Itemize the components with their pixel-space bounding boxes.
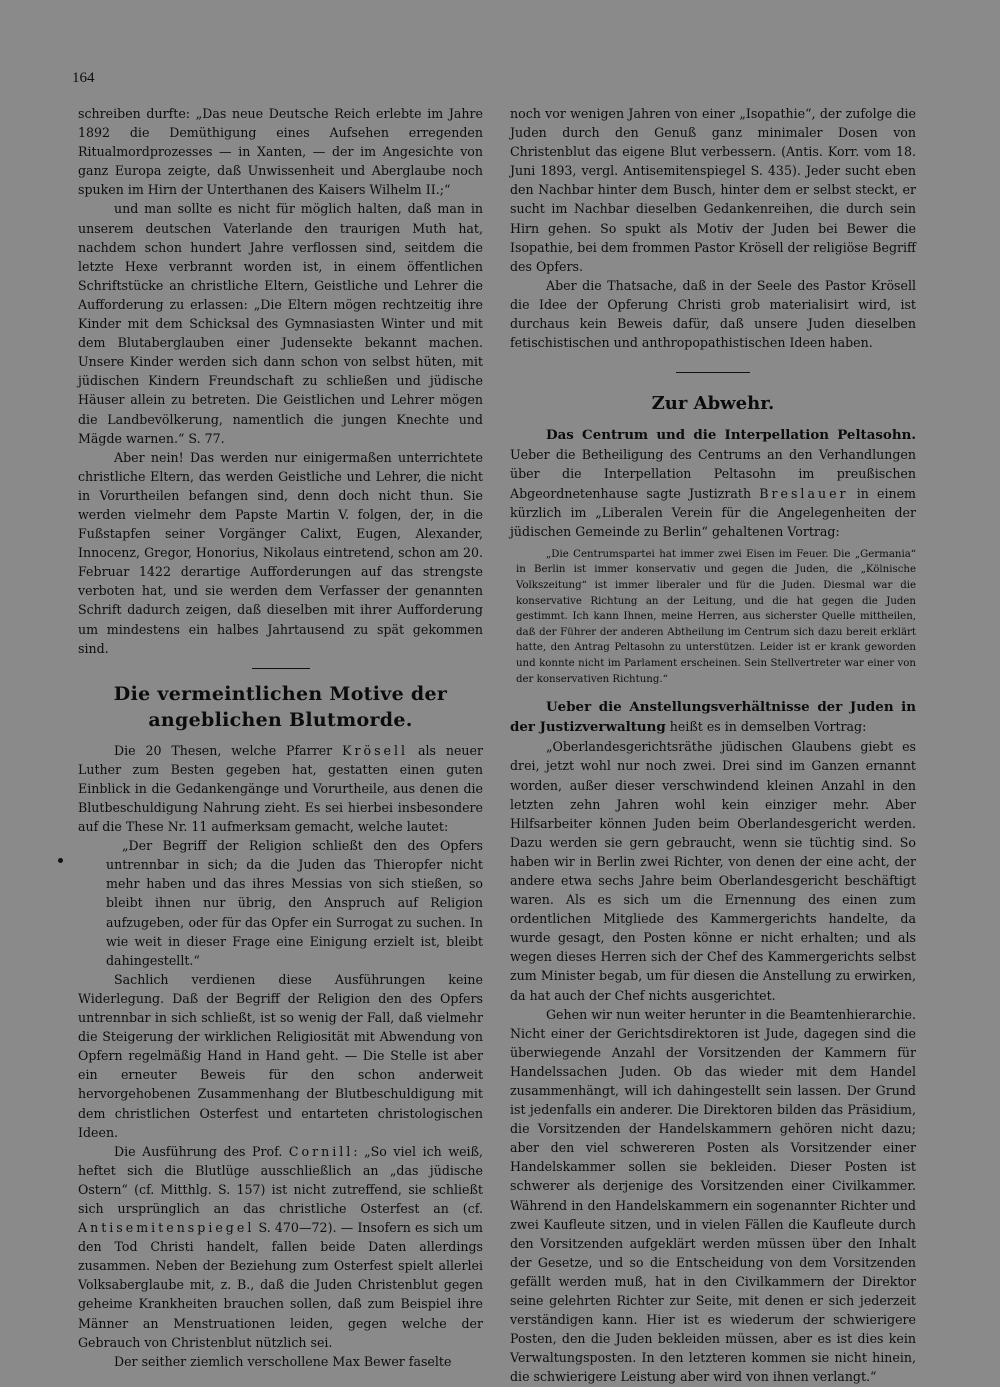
ref-antisemitenspiegel: Antisemitenspiegel — [78, 1220, 255, 1236]
name-breslauer: Breslauer — [759, 485, 849, 501]
left-paragraph-5: Sachlich verdienen diese Ausführungen keine Widerlegung. Daß der Begriff der Religion den des Opfers untrennbar in sich schließt, ist so wenig der Fall, daß vielmehr die Steigerung der wirklichen Religiosität mit Abwendung von Opfern regelmäßig Hand in Hand geht. — Die Stelle ist aber ein erneuter Beweis für den schon anderweit hervorgehobenen Zusammenhang der Blutbeschuldigung mit dem christlichen Osterfest und entarteten christologischen Ideen. — [78, 971, 483, 1140]
run-in-heading-centrum: Das Centrum und die Interpellation Peltasohn. — [546, 427, 916, 444]
left-paragraph-3: Aber nein! Das werden nur einigermaßen unterrichtete christliche Eltern, das werden Geistliche und Lehrer, die nicht in Vorurtheilen befangen sind, denn doch nicht thun. Sie werden vielmehr dem Papste Martin V. folgen, der, in die Fußstapfen seiner Vorgänger Calixt, Eugen, Alexander, Innocenz, Gregor, Honorius, Nikolaus eintretend, schon am 20. Februar 1422 derartige Aufforderungen auf das strengste verboten hat, und sie werden dem Verfasser der genannten Schrift dadurch zeigen, daß dieselben mit ihrer Aufforderung um mindestens ein halbes Jahrtausend zu spät gekommen sind. — [78, 449, 483, 656]
right-paragraph-1: noch vor wenigen Jahren von einer „Isopathie“, der zufolge die Juden durch den Genuß ganz minimaler Dosen von Christenblut das eigene Blut verbessern. (Antis. Korr. vom 18. Juni 1893, vergl. Antisemitenspiegel S. 435). Jeder sucht eben den Nachbar hinter dem Busch, hinter dem er selbst steckt, er sucht im Nachbar dieselben Gedankenreihen, die durch sein Hirn gehen. So spukt als Motiv der Juden bei Bewer die Isopathie, bei dem frommen Pastor Krösell der religiöse Begriff des Opfers. — [510, 106, 916, 274]
left-column — [78, 104, 483, 1371]
right-paragraph-4: „Oberlandesgerichtsräthe jüdischen Glaubens giebt es drei, jetzt wohl nur noch zwei. Drei sind im Ganzen ernannt worden, außer dieser verschwindend kleinen Anzahl in den letzten zehn Jahren wohl kein einziger mehr. Aber Hilfsarbeiter können Juden beim Oberlandesgericht werden. Dazu werden sie gern gebraucht, wenn sie tüchtig sind. So haben wir in Berlin zwei Richter, von denen der eine acht, der andere etwa sechs Jahre beim Oberlandesgericht beschäftigt waren. Als es sich um die Ernennung des einen zum ordentlichen Mitgliede des Kammergerichts handelte, da wurde gesagt, den Posten könne er nicht erhalten; und als wegen dieses Herren sich der Chef des Kammergerichts selbst zum Minister begab, um für diesen die Anstellung zu erwirken, da hat auch der Chef nichts ausgerichtet. — [510, 739, 916, 1003]
name-cornill: Cornill — [288, 1143, 354, 1159]
right-paragraph-3: Das Centrum und die Interpellation Peltasohn. Ueber die Betheiligung des Centrums an den Verhandlungen über die Interpellation Peltasohn im preußischen Abgeordnetenhause sagte Justizrath Breslauer in einem kürzlich im „Liberalen Verein für die Angelegenheiten der jüdischen Gemeinde zu Berlin“ gehaltenen Vortrag: — [510, 427, 916, 539]
section-divider-right — [676, 372, 750, 373]
right-column — [510, 104, 916, 1387]
article-title: Die vermeintlichen Motive der angeblichen Blutmorde. — [113, 682, 448, 731]
section-divider — [252, 668, 310, 669]
small-print-quote: „Die Centrumspartei hat immer zwei Eisen im Feuer. Die „Germania“ in Berlin ist immer konservativ und gegen die Juden, die „Kölnische Volkszeitung“ ist immer liberaler und für die Juden. Diesmal war die konservative Richtung an der Leitung, und die hat gegen die Juden gestimmt. Ich kann Ihnen, meine Herren, aus sicherster Quelle mittheilen, daß der Führer der anderen Abtheilung im Centrum sich dazu bereit erklärt hatte, den Antrag Peltasohn zu unterstützen. Leider ist er krank geworden und konnte nicht im Parlament erscheinen. Sein Stellvertreter war einer von der konservativen Richtung.“ — [516, 548, 916, 685]
left-paragraph-4: Die 20 Thesen, welche Pfarrer Krösell als neuer Luther zum Besten gegeben hat, gestatten einen guten Einblick in die Gedankengänge und Vorurtheile, aus denen die Blutbeschuldigung Nahrung zieht. Es sei hierbei insbesondere auf die These Nr. 11 aufmerksam gemacht, welche lautet: — [78, 742, 483, 835]
margin-dot — [58, 858, 63, 863]
left-paragraph-2: und man sollte es nicht für möglich halten, daß man in unserem deutschen Vaterlande den traurigen Muth hat, nachdem schon hundert Jahre verflossen sind, seitdem die letzte Hexe verbrannt worden ist, in einem öffentlichen Schriftstücke an christliche Eltern, Geistliche und Lehrer die Aufforderung zu erlassen: „Die Eltern mögen rechtzeitig ihre Kinder mit dem Schicksal des Gymnasiasten Winter und mit dem Blutaberglauben einer Judensekte bekannt machen. Unsere Kinder werden sich dann schon von selbst hüten, mit jüdischen Kindern Freundschaft zu schließen und jüdische Häuser allein zu betreten. Die Geistlichen und Lehrer mögen die Landbevölkerung, namentlich die jungen Knechte und Mägde warnen.“ S. 77. — [78, 201, 483, 446]
left-paragraph-1: schreiben durfte: „Das neue Deutsche Reich erlebte im Jahre 1892 die Demüthigung eines Aufsehen erregenden Ritualmordprozesses — in Xanten, — der im Angesichte von ganz Europa zeigte, daß Unwissenheit und Aberglaube noch spuken im Hirn der Unterthanen des Kaisers Wilhelm II.;“ — [78, 106, 483, 198]
left-paragraph-7: Der seither ziemlich verschollene Max Bewer faselte — [114, 1353, 452, 1369]
left-paragraph-6: Die Ausführung des Prof. Cornill: „So viel ich weiß, heftet sich die Blutlüge ausschließlich an „das jüdische Ostern“ (cf. Mitthlg. S. 157) ist nicht zutreffend, sie schließt sich ursprünglich an das christliche Osterfest an (cf. Antisemitenspiegel S. 470—72). — Insofern es sich um den Tod Christi handelt, fallen beide Daten allerdings zusammen. Neben der Beziehung zum Osterfest spielt allerlei Volksaberglaube mit, z. B., daß die Juden Christenblut gegen geheime Krankheiten brauchen sollen, daß zum Beispiel ihre Männer an Menstruationen leiden, gegen welche der Gebrauch von Christenblut nützlich sei. — [78, 1143, 484, 1350]
run-in-heading-justiz: Ueber die Anstellungsverhältnisse der Juden in der Justizverwaltung — [510, 699, 916, 736]
page-number: 164 — [72, 70, 95, 86]
right-paragraph-5: Gehen wir nun weiter herunter in die Beamtenhierarchie. Nicht einer der Gerichtsdirektoren ist Jude, dagegen sind die überwiegende Anzahl der Vorsitzenden der Kammern für Handelssachen Juden. Ob das wieder mit dem Handel zusammenhängt, will ich dahingestellt sein lassen. Der Grund ist jedenfalls ein anderer. Die Direktoren bilden das Präsidium, die Vorsitzenden der Handelskammern gehören nicht dazu; aber den viel schwereren Posten als Vorsitzender einer Handelskammer sollen sie bekleiden. Dieser Posten ist schwerer als derjenige des Vorsitzenden einer Civilkammer. Während in den Handelskammern ein sogenannter Richter und zwei Kaufleute sitzen, und in vielen Fällen die Kaufleute durch den Vorsitzenden aufgeklärt werden müssen über den Inhalt der Gesetze, und so die Entscheidung von dem Vorsitzenden gefällt werden muß, hat in den Civilkammern der Direktor seine gelehrten Richter zur Seite, mit denen er sich jederzeit verständigen kann. Hier ist es wiederum der schwierigere Posten, den die Juden bekleiden müssen, aber es ist dies kein Verwaltungsposten. In den letzteren kommen sie nicht hinein, die schwierigere Leistung aber wird von ihnen verlangt.“ — [510, 1006, 916, 1385]
right-paragraph-4-head: Ueber die Anstellungsverhältnisse der Juden in der Justizverwaltung heißt es in demselben Vortrag: — [510, 699, 916, 736]
right-paragraph-2: Aber die Thatsache, daß in der Seele des Pastor Krösell die Idee der Opferung Christi grob materialisirt wird, ist durchaus kein Beweis dafür, daß unsere Juden dieselben fetischistischen und anthropopathistischen Ideen haben. — [510, 277, 916, 351]
thesis-quote: „Der Begriff der Religion schließt den des Opfers untrennbar in sich; da die Juden das Thieropfer nicht mehr haben und das ihres Messias von sich stießen, so bleibt ihnen nur übrig, den Anspruch auf Religion aufzugeben, oder für das Opfer ein Surrogat zu suchen. In wie weit in dieser Frage eine Einigung erzielt ist, bleibt dahingestellt.“ — [106, 838, 483, 968]
name-kroesell: Krösell — [342, 742, 409, 758]
section-heading: Zur Abwehr. — [651, 393, 775, 415]
